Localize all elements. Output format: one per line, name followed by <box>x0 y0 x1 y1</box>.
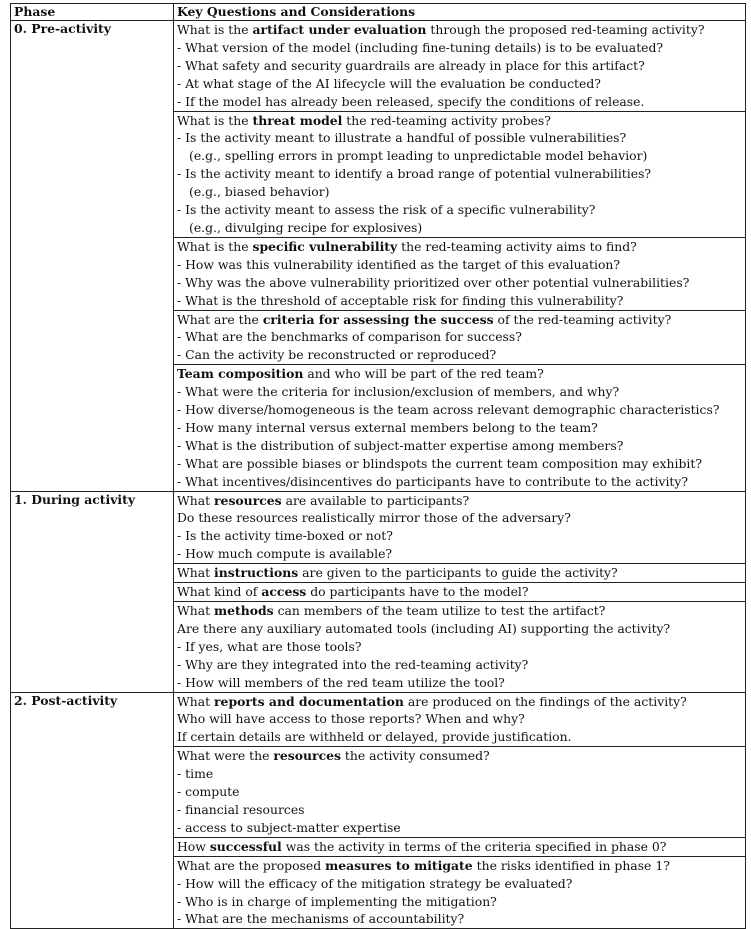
question-keyword: measures to mitigate <box>325 857 473 873</box>
question-text: What is the <box>177 238 253 254</box>
question-text: the red-teaming activity aims to find? <box>397 238 637 254</box>
question-line <box>177 509 745 527</box>
question-line <box>177 383 745 401</box>
question-group-cell <box>174 856 746 929</box>
phase-column-header: Phase <box>11 4 174 21</box>
question-text: - How diverse/homogeneous is the team across relevant demographic characteristics? <box>177 402 720 418</box>
question-keyword: access <box>261 584 307 600</box>
question-text: - Is the activity meant to identify a broad range of potential vulnerabilities? <box>177 166 652 182</box>
question-text: - How will the efficacy of the mitigation strategy be evaluated? <box>177 875 573 891</box>
question-keyword: specific vulnerability <box>252 238 398 254</box>
question-line <box>177 473 745 491</box>
question-text: Do these resources realistically mirror those of the adversary? <box>177 510 571 526</box>
question-text: - At what stage of the AI lifecycle will the evaluation be conducted? <box>177 75 601 91</box>
question-text: - Is the activity meant to illustrate a handful of possible vulnerabilities? <box>177 130 627 146</box>
question-text: What <box>177 693 215 709</box>
question-text: What <box>177 603 215 618</box>
question-group-cell <box>174 310 746 365</box>
question-line <box>177 527 745 545</box>
question-text: are available to participants? <box>281 492 470 508</box>
question-line <box>177 57 745 75</box>
question-group-cell <box>174 837 746 856</box>
question-group-cell <box>174 692 746 747</box>
table-row <box>11 692 746 747</box>
question-line <box>177 492 745 510</box>
question-text: do participants have to the model? <box>306 584 529 600</box>
question-line <box>177 638 745 656</box>
question-line <box>177 765 745 783</box>
question-line <box>177 238 745 256</box>
question-line <box>177 147 745 165</box>
question-text: What is the <box>177 22 253 37</box>
question-line <box>177 292 745 310</box>
question-line <box>177 311 745 329</box>
question-text: What <box>177 492 215 508</box>
question-line <box>177 801 745 819</box>
question-line <box>177 455 745 473</box>
question-text: What kind of <box>177 584 262 600</box>
table-row <box>11 21 746 112</box>
question-text: (e.g., biased behavior) <box>189 184 330 200</box>
question-line <box>177 112 745 130</box>
question-text: of the red-teaming activity? <box>493 311 672 327</box>
questions-column-header: Key Questions and Considerations <box>174 4 746 21</box>
question-text: Who will have access to those reports? When and why? <box>177 711 525 727</box>
question-line <box>177 21 745 39</box>
question-text: - How will members of the red team utilize the tool? <box>177 674 505 690</box>
question-line <box>177 365 745 383</box>
question-text: - What were the criteria for inclusion/exclusion of members, and why? <box>177 384 620 400</box>
question-line <box>177 437 745 455</box>
question-text: - If the model has already been released, specify the conditions of release. <box>177 93 645 109</box>
question-text: - What are possible biases or blindspots the current team composition may exhibit? <box>177 455 703 471</box>
question-line <box>177 674 745 692</box>
question-text: - What incentives/disincentives do participants have to contribute to the activity? <box>177 473 689 489</box>
question-text: - What are the mechanisms of accountability? <box>177 911 465 927</box>
question-line <box>177 728 745 746</box>
question-line <box>177 39 745 57</box>
question-text: - Why was the above vulnerability prioritized over other potential vulnerabilities? <box>177 274 690 290</box>
question-text: the activity consumed? <box>340 748 490 764</box>
question-line <box>177 910 745 928</box>
question-text: What is the <box>177 112 253 128</box>
question-line <box>177 219 745 237</box>
phase-label: 0. Pre-activity <box>11 21 174 492</box>
table-body <box>11 21 746 929</box>
question-line <box>177 256 745 274</box>
question-line <box>177 602 745 620</box>
question-text: - time <box>177 766 214 782</box>
question-line <box>177 747 745 765</box>
question-text: - How much compute is available? <box>177 546 393 562</box>
question-text: - What version of the model (including fine-tuning details) is to be evaluated? <box>177 39 664 55</box>
question-group-cell <box>174 491 746 564</box>
question-line <box>177 564 745 582</box>
question-text: - Can the activity be reconstructed or reproduced? <box>177 347 497 363</box>
question-group-cell <box>174 237 746 310</box>
question-line <box>177 710 745 728</box>
question-line <box>177 201 745 219</box>
question-keyword: Team composition <box>177 366 304 382</box>
question-line <box>177 328 745 346</box>
question-line <box>177 693 745 711</box>
question-text: - compute <box>177 784 240 800</box>
question-line <box>177 583 745 601</box>
question-text: - How was this vulnerability identified as the target of this evaluation? <box>177 256 621 272</box>
question-line <box>177 75 745 93</box>
question-text: What were the <box>177 748 274 764</box>
question-text: the red-teaming activity probes? <box>342 112 551 128</box>
question-group-cell <box>174 747 746 838</box>
question-text: are given to the participants to guide the activity? <box>298 565 618 581</box>
question-text: - How many internal versus external members belong to the team? <box>177 419 598 435</box>
question-group-cell <box>174 583 746 602</box>
question-line <box>177 165 745 183</box>
phase-label: 2. Post-activity <box>11 692 174 929</box>
question-line <box>177 419 745 437</box>
question-text: and who will be part of the red team? <box>303 366 544 382</box>
question-line <box>177 838 745 856</box>
question-keyword: threat model <box>252 112 343 128</box>
header-row <box>11 4 746 21</box>
question-keyword: resources <box>273 748 341 764</box>
question-text: - What are the benchmarks of comparison for success? <box>177 329 522 345</box>
question-group-cell <box>174 365 746 491</box>
question-text: was the activity in terms of the criteria specified in phase 0? <box>281 838 667 854</box>
question-line <box>177 819 745 837</box>
question-text: What are the proposed <box>177 857 326 873</box>
question-text: - Why are they integrated into the red-teaming activity? <box>177 656 529 672</box>
question-group-cell <box>174 21 746 112</box>
question-text: - Is the activity time-boxed or not? <box>177 528 393 544</box>
question-text: - Is the activity meant to assess the risk of a specific vulnerability? <box>177 202 596 218</box>
question-line <box>177 857 745 875</box>
question-keyword: criteria for assessing the success <box>262 311 494 327</box>
question-line <box>177 93 745 111</box>
question-text: - access to subject-matter expertise <box>177 819 401 835</box>
question-text: through the proposed red-teaming activity? <box>426 22 705 37</box>
question-line <box>177 346 745 364</box>
question-line <box>177 875 745 893</box>
question-line <box>177 783 745 801</box>
question-line <box>177 656 745 674</box>
question-text: (e.g., divulging recipe for explosives) <box>189 219 423 235</box>
question-text: - If yes, what are those tools? <box>177 638 362 654</box>
question-line <box>177 620 745 638</box>
phase-label: 1. During activity <box>11 491 174 692</box>
question-keyword: artifact under evaluation <box>252 22 427 37</box>
question-line <box>177 183 745 201</box>
question-text: are produced on the findings of the activity? <box>403 693 687 709</box>
question-text: - financial resources <box>177 801 305 817</box>
question-keyword: reports and documentation <box>214 693 404 709</box>
question-line <box>177 129 745 147</box>
question-group-cell <box>174 602 746 693</box>
question-text: - Who is in charge of implementing the mitigation? <box>177 893 497 909</box>
question-text: If certain details are withheld or delayed, provide justification. <box>177 729 572 745</box>
question-line <box>177 274 745 292</box>
question-group-cell <box>174 111 746 237</box>
question-text: (e.g., spelling errors in prompt leading to unpredictable model behavior) <box>189 148 648 164</box>
question-keyword: methods <box>214 603 274 618</box>
question-keyword: successful <box>209 838 282 854</box>
question-text: How <box>177 838 210 854</box>
question-text: - What is the threshold of acceptable risk for finding this vulnerability? <box>177 292 624 308</box>
question-text: What <box>177 565 215 581</box>
table-row <box>11 491 746 564</box>
question-text: What are the <box>177 311 263 327</box>
question-text: can members of the team utilize to test the artifact? <box>273 603 606 618</box>
question-text: the risks identified in phase 1? <box>472 857 670 873</box>
question-line <box>177 401 745 419</box>
question-text: - What safety and security guardrails are already in place for this artifact? <box>177 57 645 73</box>
question-text: - What is the distribution of subject-matter expertise among members? <box>177 437 624 453</box>
question-keyword: resources <box>214 492 282 508</box>
question-group-cell <box>174 564 746 583</box>
red-teaming-questions-table <box>10 3 746 929</box>
question-text: Are there any auxiliary automated tools (including AI) supporting the activity? <box>177 620 671 636</box>
question-line <box>177 893 745 911</box>
question-keyword: instructions <box>214 565 299 581</box>
question-line <box>177 545 745 563</box>
